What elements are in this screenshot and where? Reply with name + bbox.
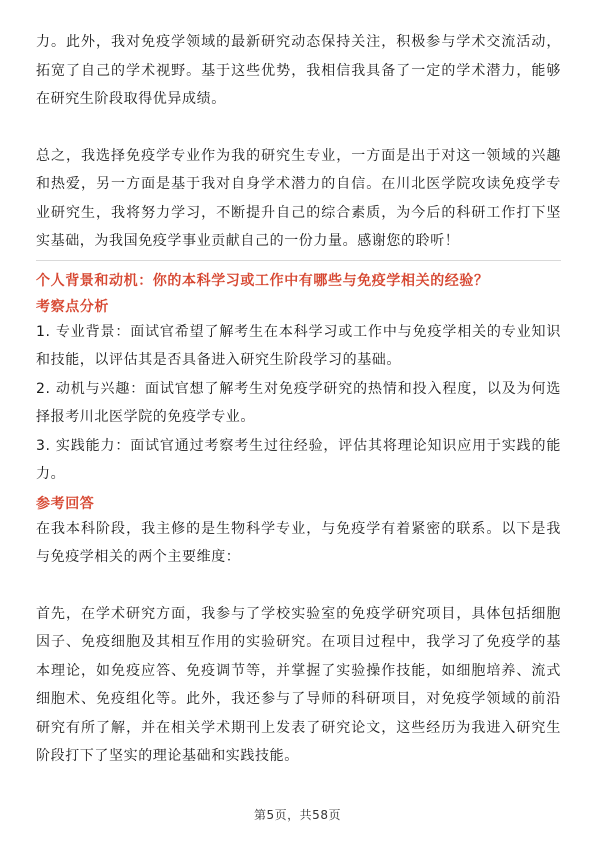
answer-paragraph-2: 首先，在学术研究方面，我参与了学校实验室的免疫学研究项目，具体包括细胞因子、免疫细胞及其相互作用的实验研究。在项目过程中，我学习了免疫学的基本理论，如免疫应答、免疫调节等，并掌握了实验操作技能，如细胞培养、流式细胞术、免疫组化等。此外，我还参与了导师的科研项目，对免疫学领域的前沿研究有所了解，并在相关学术期刊上发表了研究论文，这些经历为我进入研究生阶段打下了坚实的理论基础和实践技能。 bbox=[36, 605, 561, 764]
intro-paragraph-2: 总之，我选择免疫学专业作为我的研究生专业，一方面是出于对这一领域的兴趣和热爱，另一方面是基于我对自身学术潜力的自信。在川北医学院攻读免疫学专业研究生，我将努力学习，不断提升自己的综合素质，为今后的科研工作打下坚实基础，为我国免疫学事业贡献自己的一份力量。感谢您的聆听！ bbox=[36, 147, 561, 249]
paragraph-gap bbox=[36, 114, 561, 142]
analysis-item-3: 3. 实践能力：面试官通过考察考生过往经验，评估其将理论知识应用于实践的能力。 bbox=[36, 437, 561, 482]
analysis-item-1: 1. 专业背景：面试官希望了解考生在本科学习或工作中与免疫学相关的专业知识和技能，以评估其是否具备进入研究生阶段学习的基础。 bbox=[36, 323, 561, 368]
analysis-item-2: 2. 动机与兴趣：面试官想了解考生对免疫学研究的热情和投入程度，以及为何选择报考川北医学院的免疫学专业。 bbox=[36, 380, 561, 425]
analysis-title: 考察点分析 bbox=[36, 298, 109, 315]
paragraph-gap bbox=[36, 572, 561, 600]
answer-title: 参考回答 bbox=[36, 495, 95, 512]
page-number: 第5页，共58页 bbox=[254, 808, 341, 822]
answer-paragraph-1: 在我本科阶段，我主修的是生物科学专业，与免疫学有着紧密的联系。以下是我与免疫学相关的两个主要维度： bbox=[36, 520, 561, 565]
section-divider bbox=[36, 260, 561, 261]
document-page bbox=[36, 28, 561, 771]
interview-question: 个人背景和动机：你的本科学习或工作中有哪些与免疫学相关的经验？ bbox=[36, 272, 489, 289]
intro-paragraph-1: 力。此外，我对免疫学领域的最新研究动态保持关注，积极参与学术交流活动，拓宽了自己的学术视野。基于这些优势，我相信我具备了一定的学术潜力，能够在研究生阶段取得优异成绩。 bbox=[36, 34, 561, 107]
